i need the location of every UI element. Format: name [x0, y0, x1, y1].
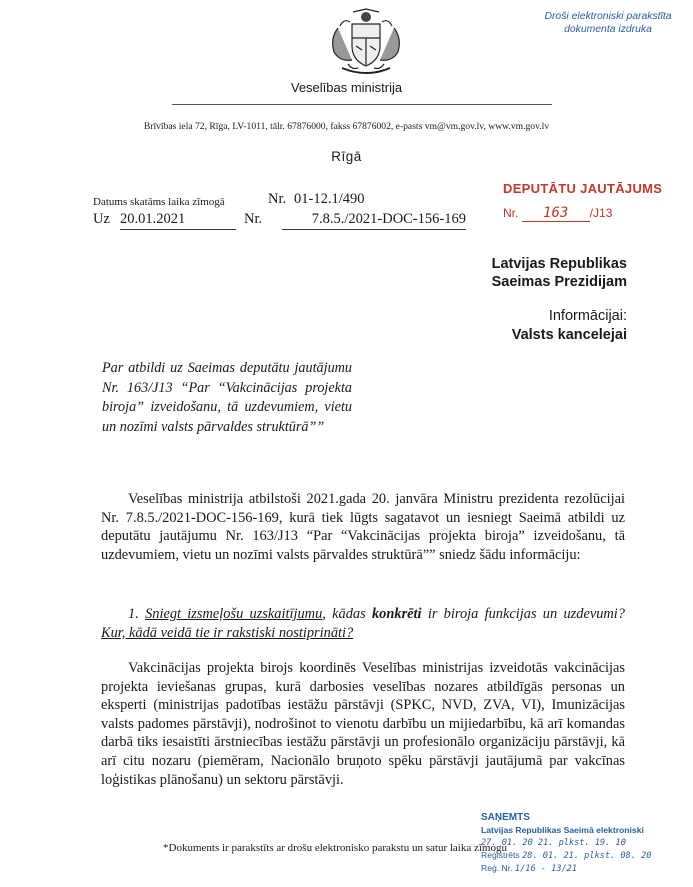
reference-date: 20.01.2021: [120, 211, 236, 230]
document-number: 01-12.1/490: [294, 191, 365, 207]
question-part-1: Sniegt izsmeļošu uzskaitījumu: [145, 606, 323, 622]
received-stamp-date-row: [481, 836, 681, 849]
received-stamp-reg-row: [481, 862, 681, 875]
recipient-line-1: Latvijas Republikas: [491, 256, 627, 272]
body-paragraph-2: Vakcinācijas projekta birojs koordinēs Veselības ministrijas izveidotās vakcinācijas projekta ieviešanas grupas, kurā darbosies veselības nozares atbildīgās personas un eksperti (ministrijas padotības iestāžu pārstāvji (SPKC, NVD, ZVA, VI), Imunizācijas valsts padomes pārstāvji), nodrošinot to vienotu darbību un mijiedarbību, kā arī komandas darbā tiks iesaistīti ārstniecības iestāžu pārstāvji un profesionālo organizāciju pārstāvji, kā arī citu nozaru (piemēram, Nacionālo bruņoto spēku pārstāvji jautājumā par vakcīnas loģistikas plānošanu) un sektoru pārstāvji.: [101, 660, 625, 788]
info-recipient: Valsts kancelejai: [511, 327, 627, 343]
question-1: [101, 605, 625, 642]
document-number-label: Nr.: [268, 191, 287, 207]
received-stamp-subtitle: Latvijas Republikas Saeimā elektroniski: [481, 825, 644, 835]
recipient-line-2: Saeimas Prezidijam: [491, 274, 627, 290]
question-part-3: ir biroja funkcijas un uzdevumi?: [421, 606, 625, 622]
esignature-line-2: dokumenta izdruka: [564, 24, 652, 35]
deputy-stamp-nr-label: Nr.: [503, 206, 519, 220]
reference-number-label: Nr.: [244, 211, 263, 227]
reference-number: 7.8.5./2021-DOC-156-169: [282, 211, 466, 230]
info-label: Informācijai:: [548, 308, 627, 324]
deputy-stamp-suffix: /J13: [589, 206, 613, 220]
deputy-question-stamp-number: [503, 205, 612, 222]
body-paragraph-1: Veselības ministrija atbilstoši 2021.gada 20. janvāra Ministru prezidenta rezolūcijai Nr. 7.8.5./2021-DOC-156-169, kurā tiek lūgts sagatavot un iesniegt Saeimā atbildi uz deputātu jautājumu Nr. 163/J13 “Par “Vakcinācijas projekta biroja” izveidošanu, tā uzdevumiem, vietu un nozīmi valsts pārvaldes struktūrā”” sniedz šādu informāciju:: [101, 491, 625, 563]
reference-uz-label: Uz: [93, 211, 110, 227]
question-number: 1.: [128, 606, 139, 622]
header-divider: [172, 104, 552, 105]
letter-subject: Par atbildi uz Saeimas deputātu jautājumu Nr. 163/J13 “Par “Vakcinācijas projekta biroja” izveidošanu, tā uzdevumiem, vietu un nozīmi valsts pārvaldes struktūrā””: [102, 360, 352, 435]
footnote: *Dokuments ir parakstīts ar drošu elektronisko parakstu un satur laika zīmogu: [163, 842, 507, 854]
received-stamp-reg-value: 1/16 - 13/21: [514, 864, 578, 874]
date-note: Datums skatāms laika zīmogā: [93, 196, 225, 208]
received-stamp-date: 27. 01. 20 21. plkst. 19. 10: [481, 838, 626, 848]
received-stamp-title: SAŅEMTS: [481, 812, 530, 823]
received-stamp-registered-row: [481, 849, 681, 862]
question-bold: konkrēti: [371, 606, 422, 622]
received-stamp: [481, 812, 681, 875]
ministry-name: Veselības ministrija: [290, 80, 403, 95]
received-stamp-registered: 28. 01. 21. plkst. 08. 20: [522, 851, 652, 861]
deputy-stamp-nr-value: 163: [522, 205, 590, 222]
received-stamp-reg-label: Reģ. Nr.: [481, 863, 513, 873]
city: Rīgā: [331, 149, 362, 164]
question-part-2: , kādas: [322, 606, 372, 622]
received-stamp-registered-label: Reģistrēts: [481, 850, 520, 860]
address-line: Brīvības iela 72, Rīga, LV-1011, tālr. 67876000, fakss 67876002, e-pasts vm@vm.gov.lv, www.vm.gov.lv: [143, 121, 550, 132]
esignature-stamp: [540, 10, 676, 36]
deputy-question-stamp-title: DEPUTĀTU JAUTĀJUMS: [503, 181, 663, 196]
question-part-4: Kur, kādā veidā tie ir rakstiski nostiprināti?: [101, 624, 354, 641]
esignature-line-1: Droši elektroniski parakstīta: [544, 11, 672, 22]
coat-of-arms-emblem: [318, 8, 414, 78]
